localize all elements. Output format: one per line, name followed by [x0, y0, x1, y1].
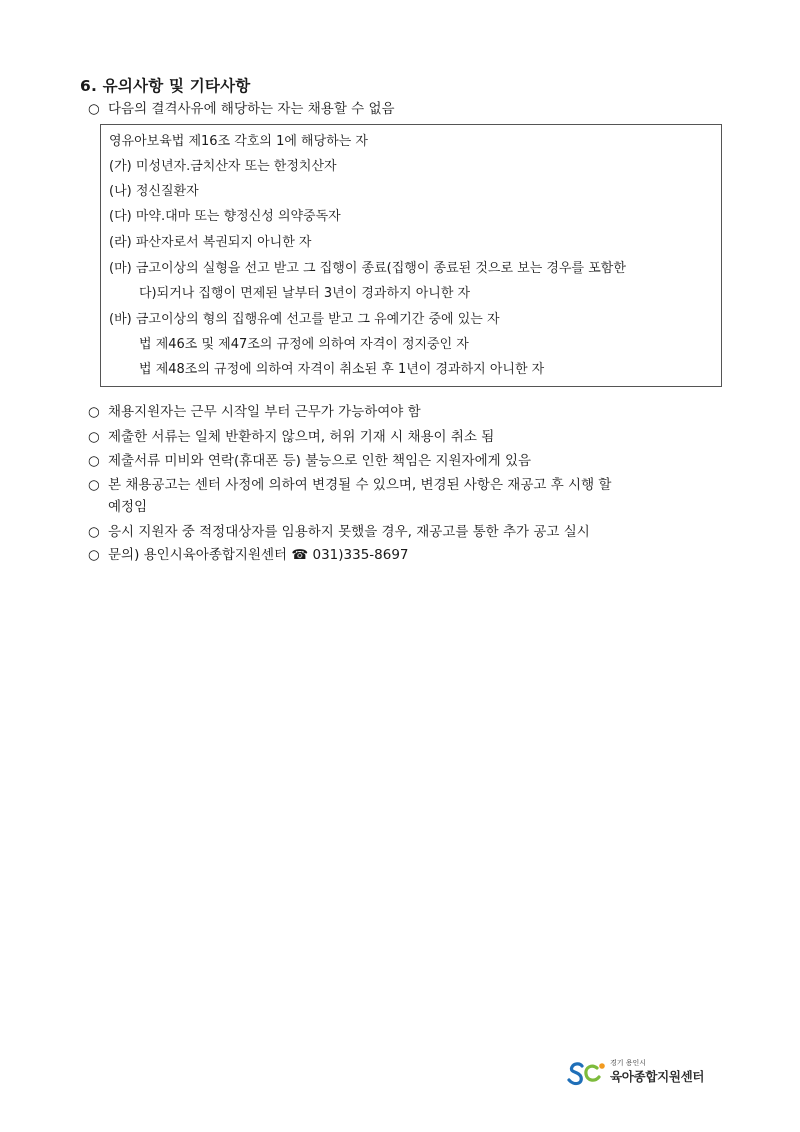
- note-item: [88, 428, 494, 446]
- note-text-continued: 예정임: [108, 499, 148, 515]
- bullet-circle-icon: ○: [88, 524, 100, 540]
- box-line: (바) 금고이상의 형의 집행유예 선고를 받고 그 유예기간 중에 있는 자: [109, 312, 500, 327]
- bullet-circle-icon: ○: [88, 547, 100, 563]
- disqualification-box: [100, 124, 722, 387]
- note-item: [88, 476, 611, 494]
- note-item: [88, 523, 590, 541]
- center-logo: [566, 1058, 716, 1088]
- logo-green-swoosh: [586, 1066, 599, 1080]
- box-line-continued: 다)되거나 집행이 면제된 날부터 3년이 경과하지 아니한 자: [139, 286, 471, 301]
- intro-text: 다음의 결격사유에 해당하는 자는 채용할 수 없음: [108, 101, 395, 117]
- note-text: 채용지원자는 근무 시작일 부터 근무가 가능하여야 함: [108, 404, 421, 420]
- note-item: [88, 403, 421, 421]
- box-line-sub: 법 제48조의 규정에 의하여 자격이 취소된 후 1년이 경과하지 아니한 자: [139, 362, 545, 377]
- note-text: 응시 지원자 중 적정대상자를 임용하지 못했을 경우, 재공고를 통한 추가 공고 실시: [108, 524, 590, 540]
- box-line-sub: 법 제46조 및 제47조의 규정에 의하여 자격이 정지중인 자: [139, 337, 469, 352]
- box-line: (다) 마약.대마 또는 향정신성 의약중독자: [109, 209, 341, 224]
- bullet-circle-icon: ○: [88, 477, 100, 493]
- contact-text: 문의) 용인시육아종합지원센터 ☎ 031)335-8697: [108, 547, 409, 563]
- logo-center-name: 육아종합지원센터: [610, 1069, 705, 1084]
- intro-item: [88, 100, 395, 118]
- section-title: 6. 유의사항 및 기타사항: [80, 77, 251, 95]
- logo-blue-swoosh: [569, 1064, 582, 1084]
- bullet-circle-icon: ○: [88, 429, 100, 445]
- bullet-circle-icon: ○: [88, 404, 100, 420]
- logo-region-text: 경기 용인시: [610, 1059, 647, 1067]
- bullet-circle-icon: ○: [88, 453, 100, 469]
- contact-item: [88, 546, 409, 564]
- bullet-circle-icon: ○: [88, 101, 100, 117]
- box-line: (가) 미성년자.금치산자 또는 한정치산자: [109, 159, 337, 174]
- box-line: (라) 파산자로서 복권되지 아니한 자: [109, 235, 312, 250]
- note-text: 제출서류 미비와 연락(휴대폰 등) 불능으로 인한 책임은 지원자에게 있음: [108, 453, 532, 469]
- logo-orange-dot: [599, 1063, 605, 1069]
- box-line: 영유아보육법 제16조 각호의 1에 해당하는 자: [109, 134, 368, 149]
- box-line: (나) 정신질환자: [109, 184, 199, 199]
- center-logo-icon: [566, 1060, 606, 1086]
- note-item: [88, 452, 531, 470]
- note-text: 본 채용공고는 센터 사정에 의하여 변경될 수 있으며, 변경된 사항은 재공고 후 시행 할: [108, 477, 612, 493]
- box-line: (마) 금고이상의 실형을 선고 받고 그 집행이 종료(집행이 종료된 것으로 보는 경우를 포함한: [109, 261, 626, 276]
- note-text: 제출한 서류는 일체 반환하지 않으며, 허위 기재 시 채용이 취소 됨: [108, 429, 495, 445]
